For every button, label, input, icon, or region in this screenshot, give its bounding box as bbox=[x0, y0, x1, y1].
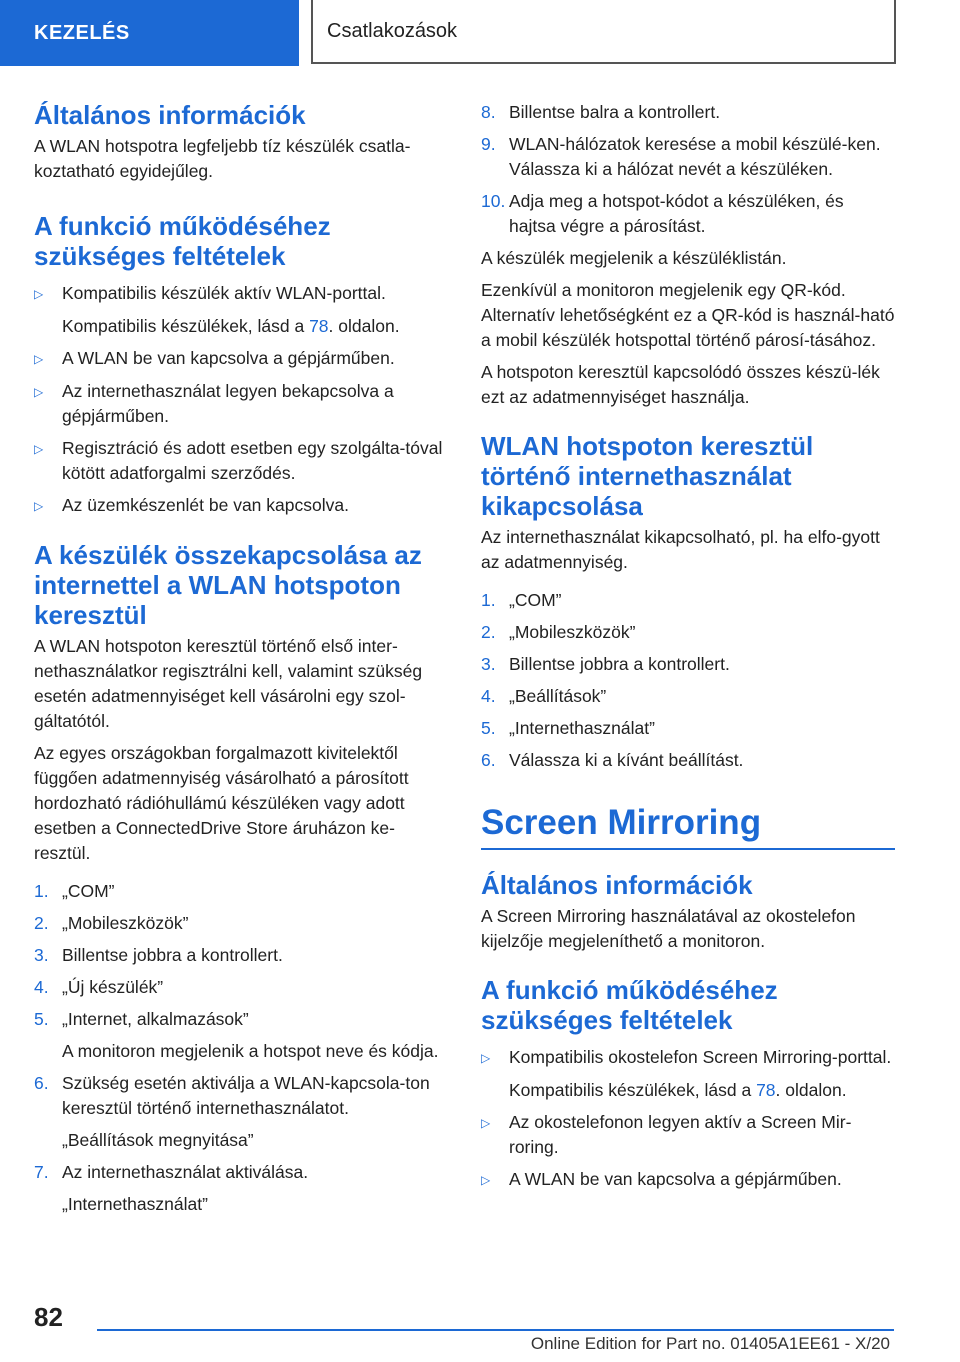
paragraph: Az egyes országokban forgalmazott kivitelektől függően adatmennyiség vásárolható a párosított hordozható rádióhullámú készüléken vagy adott esetben a ConnectedDrive Store áruházon ke-resztül. bbox=[34, 743, 409, 863]
heading-general-info: Általános információk bbox=[34, 100, 306, 130]
step-note: „Beállítások megnyitása” bbox=[62, 1130, 254, 1150]
step-item: 2. „Mobileszközök” bbox=[481, 622, 636, 642]
paragraph: A készülék megjelenik a készüléklistán. bbox=[481, 248, 787, 268]
heading-disable: WLAN hotspoton keresztül történő internethasználat kikapcsolása bbox=[481, 431, 814, 521]
requirement-item: ▷ A WLAN be van kapcsolva a gépjárműben. bbox=[34, 346, 448, 372]
left-column bbox=[34, 100, 448, 1224]
chapter-tab: Csatlakozások bbox=[311, 0, 896, 64]
step-item: 3. Billentse jobbra a kontrollert. bbox=[481, 654, 730, 674]
triangle-bullet-icon: ▷ bbox=[34, 442, 44, 456]
heading-requirements: A funkció működéséhez szükséges feltételek bbox=[481, 975, 778, 1035]
step-item: 4. „Új készülék” bbox=[34, 977, 164, 997]
requirement-item: ▷ Kompatibilis okostelefon Screen Mirroring-porttal. bbox=[481, 1045, 895, 1071]
triangle-bullet-icon: ▷ bbox=[34, 385, 44, 399]
requirement-item: ▷ A WLAN be van kapcsolva a gépjárműben. bbox=[481, 1167, 895, 1193]
step-item: 10. Adja meg a hotspot-kódot a készüléken, és hajtsa végre a párosítást. bbox=[481, 191, 844, 236]
requirement-item: ▷ Az internethasználat legyen bekapcsolva a gépjárműben. bbox=[34, 379, 448, 429]
paragraph: A WLAN hotspoton keresztül történő első inter-nethasználatkor regisztrálni kell, valamint szükség esetén adatmennyiséget kell vásárolni egy szol-gáltatótól. bbox=[34, 636, 423, 731]
step-note: „Internethasználat” bbox=[62, 1194, 208, 1214]
step-item: 1. „COM” bbox=[34, 881, 115, 901]
heading-screen-mirroring: Screen Mirroring bbox=[481, 802, 895, 850]
paragraph: A hotspoton keresztül kapcsolódó összes készü-lék ezt az adatmennyiséget használja. bbox=[481, 362, 880, 407]
page-link[interactable]: 78 bbox=[309, 316, 329, 336]
triangle-bullet-icon: ▷ bbox=[34, 287, 44, 301]
triangle-bullet-icon: ▷ bbox=[481, 1051, 491, 1065]
paragraph: A WLAN hotspotra legfeljebb tíz készülék csatla-koztatható egyidejűleg. bbox=[34, 136, 411, 181]
triangle-bullet-icon: ▷ bbox=[34, 499, 44, 513]
step-item: 3. Billentse jobbra a kontrollert. bbox=[34, 945, 283, 965]
step-item: 1. „COM” bbox=[481, 590, 562, 610]
step-item: 6. Válassza ki a kívánt beállítást. bbox=[481, 750, 744, 770]
step-item: 5. „Internet, alkalmazások” bbox=[34, 1009, 249, 1029]
paragraph: A Screen Mirroring használatával az okostelefon kijelzője megjeleníthető a monitoron. bbox=[481, 906, 856, 951]
step-item: 8. Billentse balra a kontrollert. bbox=[481, 102, 721, 122]
step-item: 4. „Beállítások” bbox=[481, 686, 607, 706]
right-column bbox=[481, 100, 895, 1200]
heading-general-info: Általános információk bbox=[481, 870, 753, 900]
footer-divider bbox=[97, 1329, 894, 1331]
heading-connect: A készülék összekapcsolása az internettel a WLAN hotspoton keresztül bbox=[34, 540, 422, 630]
triangle-bullet-icon: ▷ bbox=[34, 352, 44, 366]
step-item: 2. „Mobileszközök” bbox=[34, 913, 189, 933]
footer-edition: Online Edition for Part no. 01405A1EE61 - X/20 bbox=[530, 1334, 890, 1353]
step-item: 6. Szükség esetén aktiválja a WLAN-kapcsola-ton keresztül történő internethasználatot. bbox=[34, 1073, 430, 1118]
step-item: 9. WLAN-hálózatok keresése a mobil készülé-ken. Válassza ki a hálózat nevét a készüléken. bbox=[481, 134, 881, 179]
page-header bbox=[0, 0, 960, 66]
requirement-item: ▷ Az okostelefonon legyen aktív a Screen Mir-roring. bbox=[481, 1110, 895, 1160]
requirement-note: Kompatibilis készülékek, lásd a 78. oldalon. bbox=[62, 316, 400, 336]
step-item: 5. „Internethasználat” bbox=[481, 718, 655, 738]
paragraph: Az internethasználat kikapcsolható, pl. ha elfo-gyott az adatmennyiség. bbox=[481, 527, 880, 572]
heading-requirements: A funkció működéséhez szükséges feltételek bbox=[34, 211, 331, 271]
step-note: A monitoron megjelenik a hotspot neve és kódja. bbox=[62, 1041, 439, 1061]
requirement-note: Kompatibilis készülékek, lásd a 78. oldalon. bbox=[509, 1080, 847, 1100]
section-tab: KEZELÉS bbox=[0, 0, 299, 66]
requirement-item: ▷ Az üzemkészenlét be van kapcsolva. bbox=[34, 493, 448, 519]
triangle-bullet-icon: ▷ bbox=[481, 1116, 491, 1130]
triangle-bullet-icon: ▷ bbox=[481, 1173, 491, 1187]
paragraph: Ezenkívül a monitoron megjelenik egy QR-kód. Alternatív lehetőségként ez a QR-kód is használ-ható a mobil készülék hotspottal történő párosí-tásához. bbox=[481, 280, 895, 350]
requirement-item: ▷ Regisztráció és adott esetben egy szolgálta-tóval kötött adatforgalmi szerződés. bbox=[34, 436, 448, 486]
requirement-item: ▷ Kompatibilis készülék aktív WLAN-porttal. bbox=[34, 281, 448, 307]
page-link[interactable]: 78 bbox=[756, 1080, 776, 1100]
step-item: 7. Az internethasználat aktiválása. bbox=[34, 1162, 309, 1182]
page-number: 82 bbox=[34, 1302, 63, 1332]
